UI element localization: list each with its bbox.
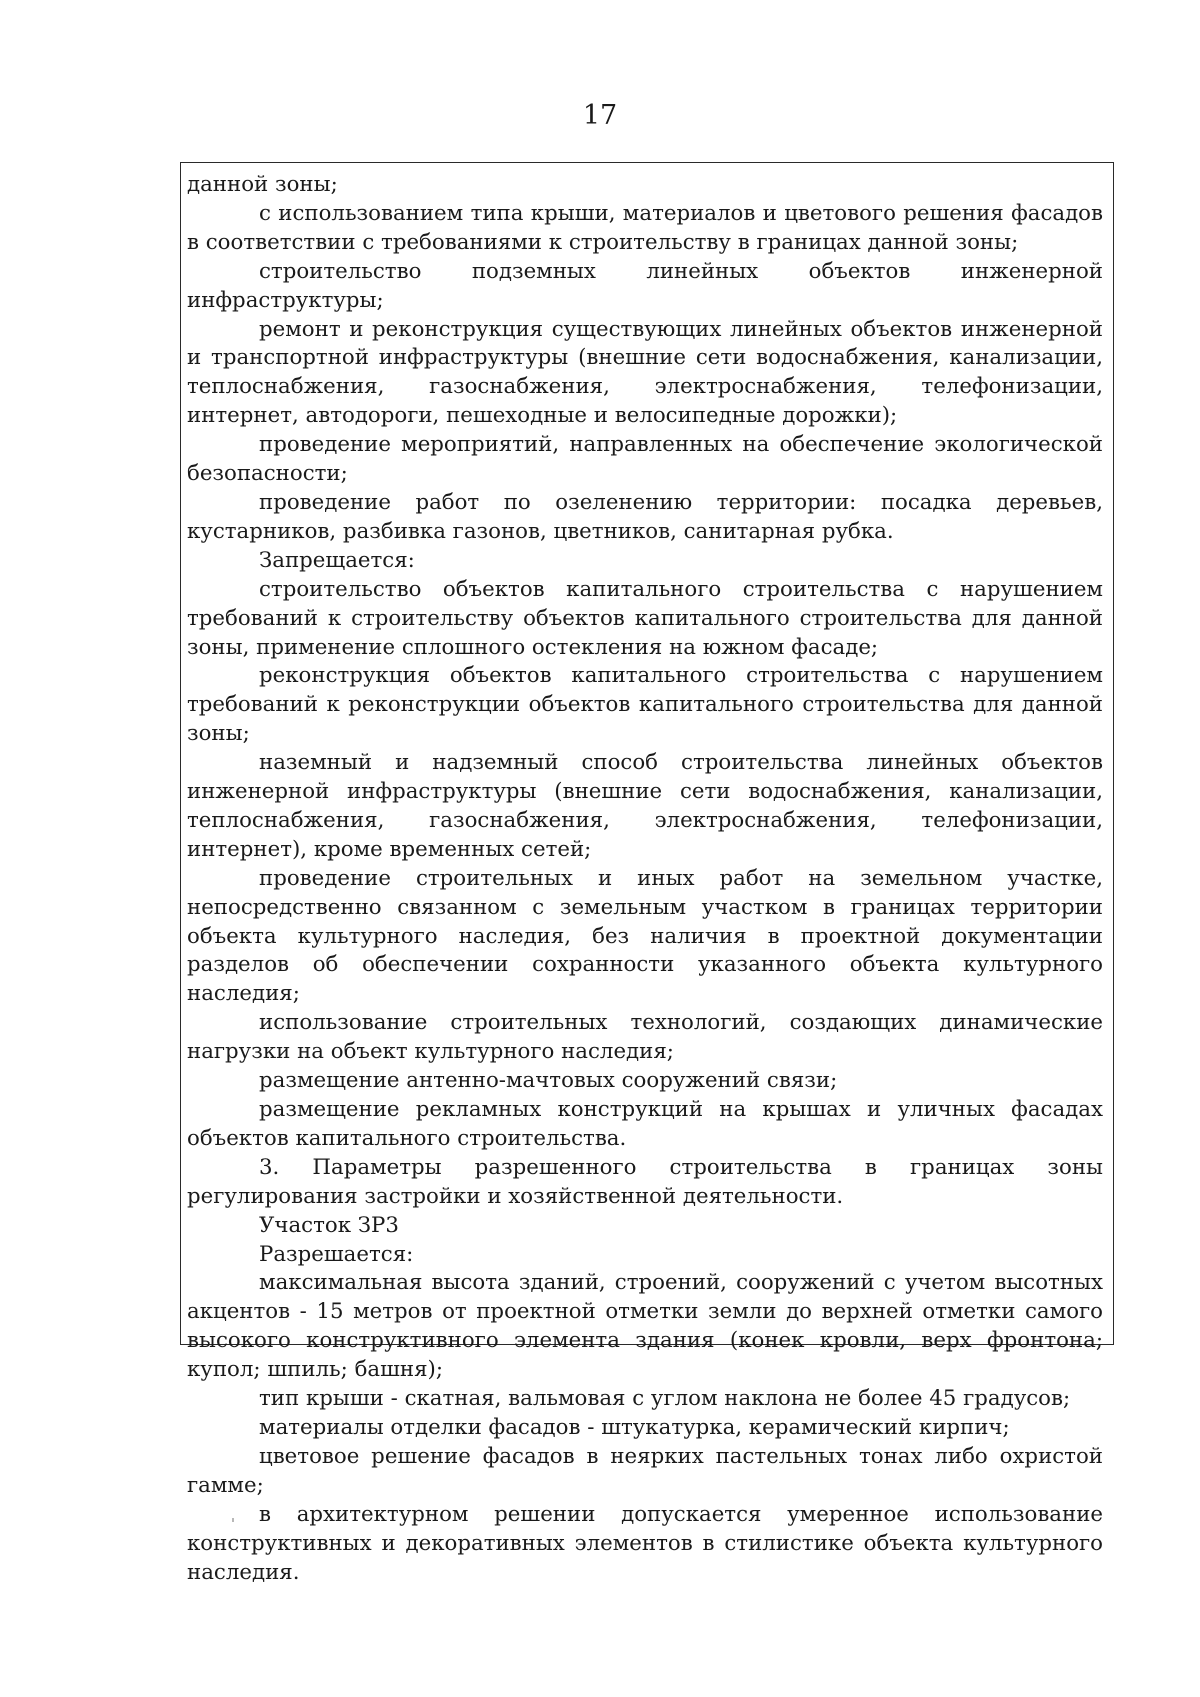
paragraph: с использованием типа крыши, материалов и цветового решения фасадов в соответствии с требованиями к строительству в границах данной зоны;: [187, 200, 1103, 255]
paragraph: размещение рекламных конструкций на крышах и уличных фасадах объектов капитального строительства.: [187, 1097, 1103, 1151]
content-frame: [180, 162, 1114, 1585]
paragraph: максимальная высота зданий, строений, сооружений с учетом высотных акцентов - 15 метров от проектной отметки земли до верхней отметки самого высокого конструктивного элемента здания (конек кровли, верх фронтона; купол; шпиль; башня);: [187, 1270, 1103, 1383]
paragraph: наземный и надземный способ строительства линейных объектов инженерной инфраструктуры (внешние сети водоснабжения, канализации, теплоснабжения, газоснабжения, электроснабжения, телефонизации, интернет), кроме временных сетей;: [187, 750, 1103, 862]
paragraph: ремонт и реконструкция существующих линейных объектов инженерной и транспортной инфраструктуры (внешние сети водоснабжения, канализации, теплоснабжения, газоснабжения, электроснабжения, телефонизации, интернет, автодороги, пешеходные и велосипедные дорожки);: [187, 316, 1103, 429]
paragraph: проведение мероприятий, направленных на обеспечение экологической безопасности;: [187, 432, 1103, 487]
page-number: 17: [582, 100, 618, 131]
section-heading: Запрещается:: [259, 547, 415, 573]
paragraph: проведение строительных и иных работ на земельном участке, непосредственно связанном с земельным участком в границах территории объекта культурного наследия, без наличия в проектной документации разделов об обеспечении сохранности указанного объекта культурного наследия;: [187, 865, 1103, 1007]
paragraph: реконструкция объектов капитального строительства с нарушением требований к реконструкции объектов капитального строительства для данной зоны;: [187, 663, 1103, 747]
paragraph: строительство подземных линейных объектов инженерной инфраструктуры;: [187, 258, 1103, 313]
paragraph: строительство объектов капитального строительства с нарушением требований к строительству объектов капитального строительства для данной зоны, применение сплошного остекления на южном фасаде;: [187, 576, 1103, 660]
paragraph: в архитектурном решении допускается умеренное использование конструктивных и декоративных элементов в стилистике объекта культурного наследия.: [187, 1501, 1103, 1585]
paragraph: размещение антенно-мачтовых сооружений связи;: [259, 1068, 838, 1094]
paragraph: материалы отделки фасадов - штукатурка, керамический кирпич;: [259, 1414, 1010, 1440]
paragraph: цветовое решение фасадов в неярких пастельных тонах либо охристой гамме;: [187, 1443, 1103, 1498]
numbered-paragraph: 3. Параметры разрешенного строительства в границах зоны регулирования застройки и хозяйственной деятельности.: [187, 1154, 1103, 1209]
paragraph: тип крыши - скатная, вальмовая с углом наклона не более 45 градусов;: [259, 1386, 1071, 1412]
paragraph: данной зоны;: [187, 172, 338, 197]
section-heading: Разрешается:: [259, 1241, 414, 1267]
paragraph: использование строительных технологий, создающих динамические нагрузки на объект культурного наследия;: [187, 1010, 1103, 1065]
paragraph: проведение работ по озеленению территории: посадка деревьев, кустарников, разбивка газонов, цветников, санитарная рубка.: [187, 489, 1103, 544]
scan-speck: [232, 1518, 234, 1522]
section-heading: Участок ЗР3: [259, 1212, 399, 1238]
